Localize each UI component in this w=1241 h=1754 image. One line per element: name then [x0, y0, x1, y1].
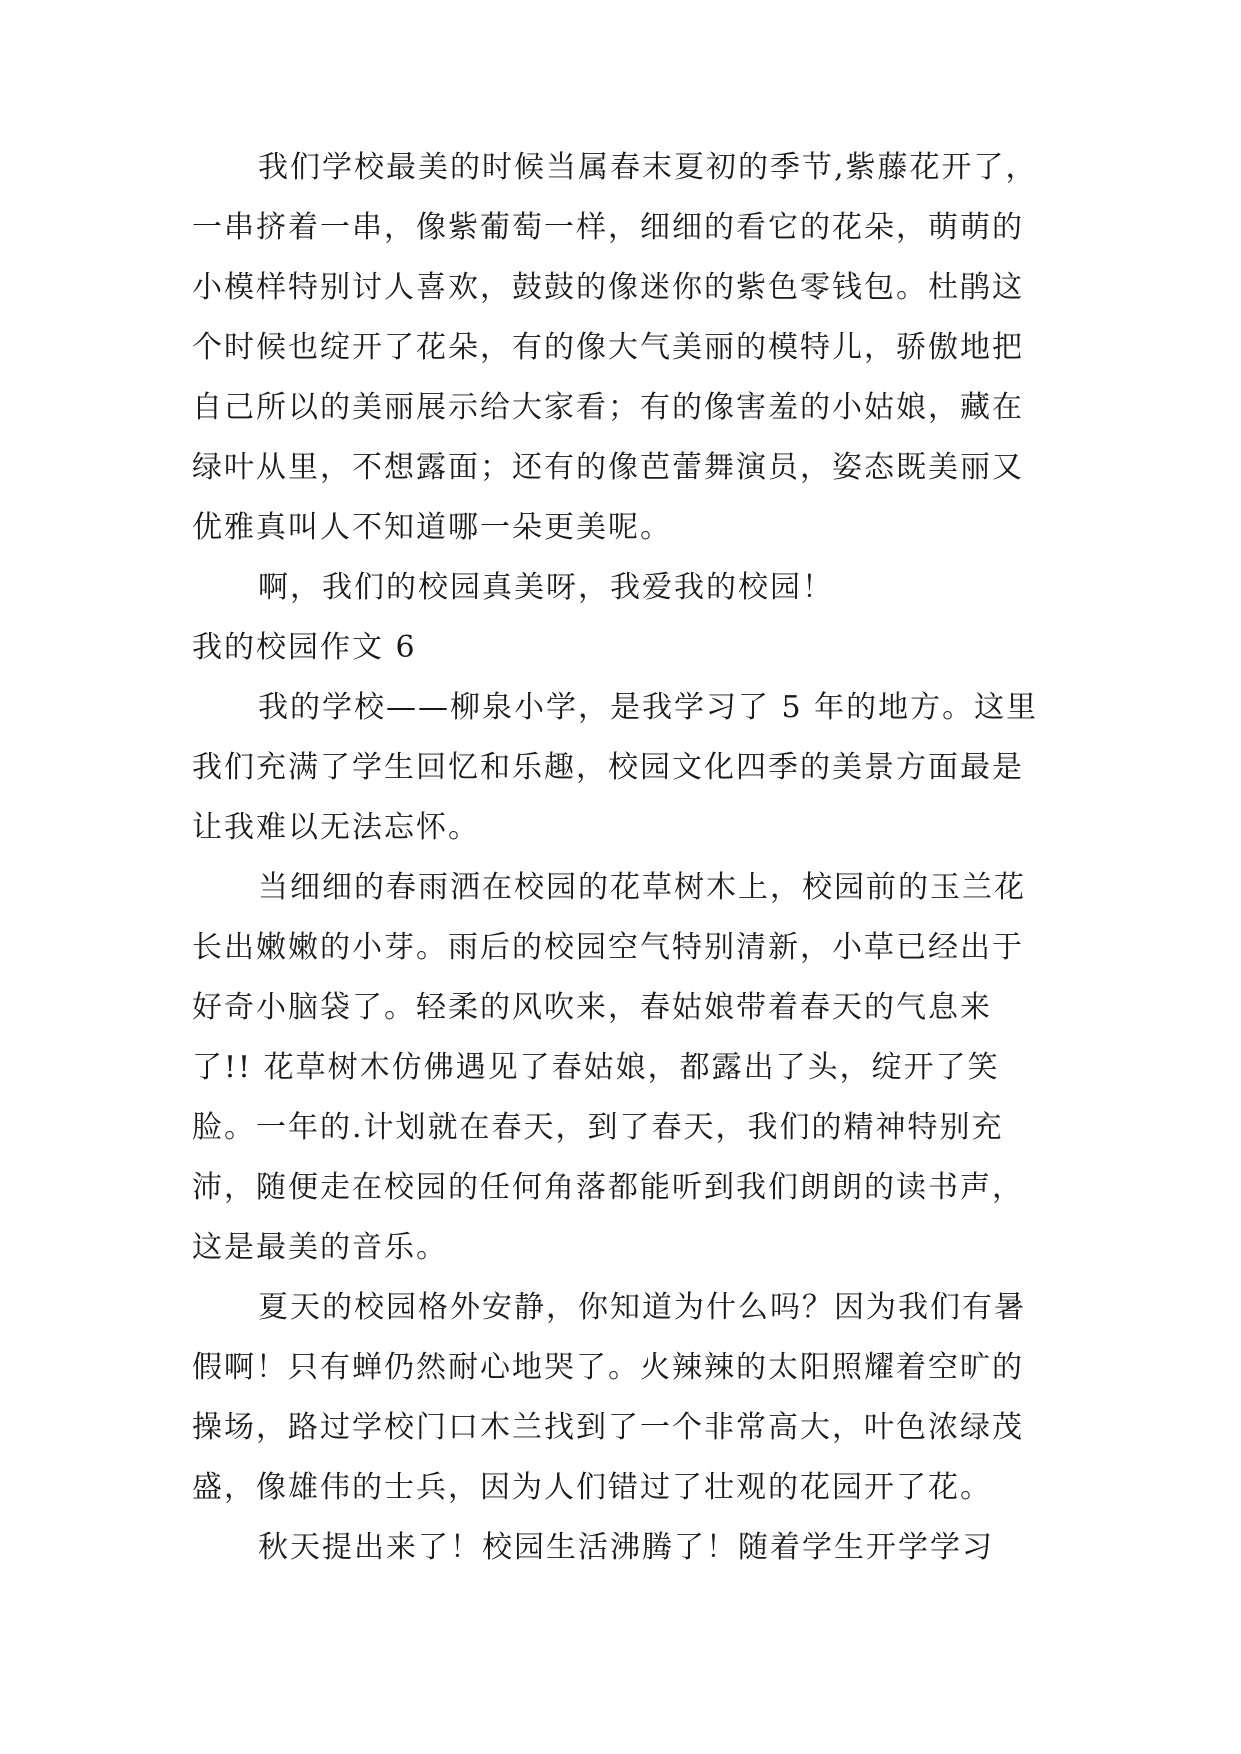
- text-line: 了!! 花草树木仿佛遇见了春姑娘，都露出了头，绽开了笑: [192, 1050, 1000, 1085]
- section-heading: 我的校园作文 6: [192, 630, 417, 665]
- text-line: 我们学校最美的时候当属春末夏初的季节,紫藤花开了，: [258, 150, 1038, 185]
- text-line: 操场，路过学校门口木兰找到了一个非常高大，叶色浓绿茂: [192, 1410, 1024, 1445]
- text-line: 沛，随便走在校园的任何角落都能听到我们朗朗的读书声，: [192, 1170, 1024, 1205]
- text-line: 让我难以无法忘怀。: [192, 810, 480, 845]
- text-line: 好奇小脑袋了。轻柔的风吹来，春姑娘带着春天的气息来: [192, 990, 992, 1025]
- text-line: 假啊！只有蝉仍然耐心地哭了。火辣辣的太阳照耀着空旷的: [192, 1350, 1024, 1385]
- text-line: 秋天提出来了！校园生活沸腾了！随着学生开学学习: [258, 1530, 994, 1565]
- text-line: 这是最美的音乐。: [192, 1230, 448, 1265]
- text-line: 脸。一年的.计划就在春天，到了春天，我们的精神特别充: [192, 1110, 1004, 1145]
- text-line: 小模样特别讨人喜欢，鼓鼓的像迷你的紫色零钱包。杜鹃这: [192, 270, 1024, 305]
- text-line: 优雅真叫人不知道哪一朵更美呢。: [192, 510, 672, 545]
- text-line: 长出嫩嫩的小芽。雨后的校园空气特别清新，小草已经出于: [192, 930, 1024, 965]
- text-line: 个时候也绽开了花朵，有的像大气美丽的模特儿，骄傲地把: [192, 330, 1024, 365]
- text-line: 夏天的校园格外安静，你知道为什么吗？因为我们有暑: [258, 1290, 1026, 1325]
- text-line: 当细细的春雨洒在校园的花草树木上，校园前的玉兰花: [258, 870, 1026, 905]
- text-line: 一串挤着一串，像紫葡萄一样，细细的看它的花朵，萌萌的: [192, 210, 1024, 245]
- text-line: 我们充满了学生回忆和乐趣，校园文化四季的美景方面最是: [192, 750, 1024, 785]
- text-line: 自己所以的美丽展示给大家看；有的像害羞的小姑娘，藏在: [192, 390, 1024, 425]
- text-line: 我的学校——柳泉小学，是我学习了 5 年的地方。这里: [258, 690, 1039, 725]
- text-line: 啊，我们的校园真美呀，我爱我的校园！: [258, 570, 834, 605]
- text-line: 盛，像雄伟的士兵，因为人们错过了壮观的花园开了花。: [192, 1470, 992, 1505]
- text-line: 绿叶从里，不想露面；还有的像芭蕾舞演员，姿态既美丽又: [192, 450, 1024, 485]
